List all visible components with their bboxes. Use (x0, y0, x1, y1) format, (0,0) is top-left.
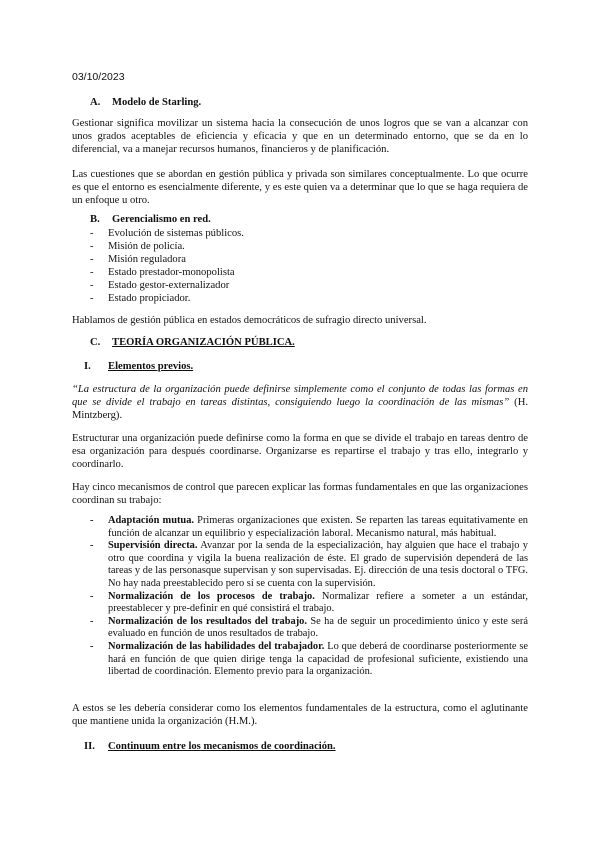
mechanism-text: Lo que deberá de coordinarse posteriormente se hará en función de que quien dirige tenga la capacidad de profesional suficiente, existiendo una libertad de coordinación. Elemento previo para la organización. (108, 640, 528, 678)
mechanism-title: Adaptación mutua. (108, 515, 195, 526)
mechanisms-list (90, 515, 528, 679)
paragraph-hablamos: Hablamos de gestión pública en estados democráticos de sufragio directo universal. (72, 315, 427, 326)
mechanism-title: Normalización de los procesos de trabajo. (108, 590, 315, 602)
heading-section-c (90, 337, 295, 348)
mechanism-text: Primeras organizaciones que existen. Se reparten las tareas equitativamente en función de alcanzar un equilibrio y especialización laboral. Mecanismo natural, más habitual. (108, 515, 528, 539)
list-item (90, 616, 528, 641)
list-item: - Estado propiciador. (90, 292, 530, 305)
list-item: - Estado prestador-monopolista (90, 266, 530, 279)
list-item (90, 515, 528, 540)
paragraph-estructurar: Estructurar una organización puede definirse como la forma en que se divide el trabajo en tareas dentro de esa organización para después coordinarse. Organizarse es repartirse el trabajo y tras ello, integrarlo y coordinarlo. (72, 433, 528, 471)
mechanism-text: Se ha de seguir un procedimiento único y este será evaluado en función de unos resultados de trabajo. (108, 615, 528, 640)
list-item (90, 641, 528, 679)
list-item: - Evolución de sistemas públicos. (90, 227, 530, 240)
heading-section-a-letter: A. (90, 97, 101, 108)
heading-section-2-num: II. (84, 741, 95, 752)
heading-section-2 (84, 741, 336, 752)
heading-section-a (90, 97, 201, 108)
mechanism-text: Avanzar por la senda de la especialización, hay alguien que hace el trabajo y otro que coordina y vigila la buena realización de éste. El grado de supervisión dependerá de las tareas y de las personasque supervisan y son supervisadas. Ej. dirección de una tesis doctoral o TFG. No hay nada preestablecido pero sí se cuenta con la supervisión. (108, 540, 528, 589)
heading-section-c-title: TEORÍA ORGANIZACIÓN PÚBLICA. (112, 337, 295, 348)
heading-section-a-title: Modelo de Starling. (112, 97, 202, 108)
gerencialismo-list (90, 227, 530, 305)
heading-section-b (90, 214, 211, 225)
paragraph-cuestiones: Las cuestiones que se abordan en gestión pública y privada son similares conceptualmente. Lo que ocurre es que el entorno es esencialmente diferente, y es este quien va a determinar que lo que se haga requiera de un enfoque u otro. (72, 169, 528, 207)
heading-section-1-title: Elementos previos. (108, 361, 194, 372)
paragraph-gestionar: Gestionar significa movilizar un sistema hacia la consecución de unos logros que se van a alcanzar con unos grados aceptables de eficiencia y eficacia y que en un determinado entorno, que se da en lo diferencial, va a manejar recursos humanos, financieros y de planificación. (72, 118, 528, 156)
heading-section-b-letter: B. (90, 214, 100, 225)
heading-section-b-title: Gerencialismo en red. (112, 214, 211, 225)
list-item: - Estado gestor-externalizador (90, 279, 530, 292)
document-date: 03/10/2023 (72, 71, 125, 83)
heading-section-1-num: I. (84, 361, 91, 372)
list-item (90, 540, 528, 590)
mechanism-title: Normalización de los resultados del trabajo. (108, 615, 307, 627)
quote-text: “La estructura de la organización puede definirse simplemente como el conjunto de todas las formas en que se divide el trabajo en tareas distintas, consiguiendo luego la coordinación de las mismas” (72, 384, 528, 409)
list-item (90, 591, 528, 616)
mechanism-text: Normalizar refiere a someter a un estándar, preestablecer y pre-definir en qué consistirá el trabajo. (108, 590, 528, 615)
paragraph-estos: A estos se les debería considerar como los elementos fundamentales de la estructura, como el aglutinante que mantiene unida la organización (H.M.). (72, 703, 528, 728)
list-item: - Misión reguladora (90, 253, 530, 266)
quote-author: (H. Mintzberg). (72, 397, 528, 422)
mechanism-title: Normalización de las habilidades del trabajador. (108, 640, 325, 652)
paragraph-mecanismos: Hay cinco mecanismos de control que parecen explicar las formas fundamentales en que las organizaciones coordinan su trabajo: (72, 482, 528, 507)
heading-section-2-title: Continuum entre los mecanismos de coordinación. (108, 741, 336, 752)
heading-section-c-letter: C. (90, 337, 101, 348)
list-item: - Misión de policía. (90, 240, 530, 253)
mechanism-title: Supervisión directa. (108, 540, 198, 552)
quote-mintzberg (72, 383, 528, 423)
heading-section-1 (84, 361, 193, 372)
